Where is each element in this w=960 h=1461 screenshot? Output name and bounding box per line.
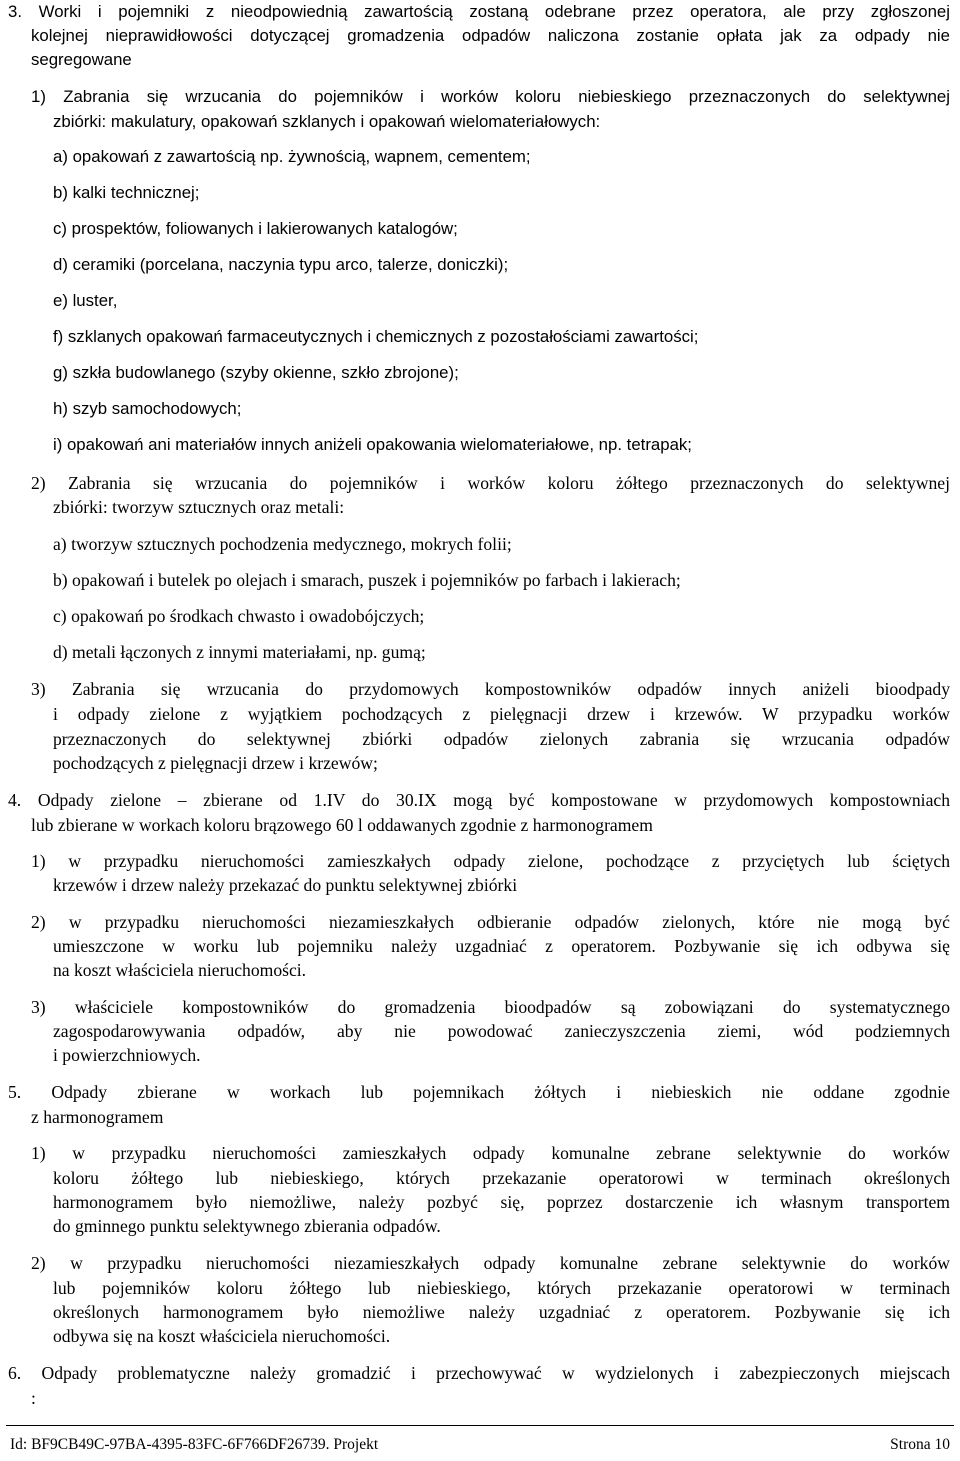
section-4-item-3-line-1: 3) właściciele kompostowników do gromadzenia bioodpadów są zobowiązani do systematycznego bbox=[31, 997, 950, 1017]
rule-2-item-c: c) opakowań po środkach chwasto i owadobójczych; bbox=[53, 606, 425, 626]
section-4-item-3-line-3: i powierzchniowych. bbox=[53, 1045, 201, 1065]
section-6-line-2: : bbox=[31, 1388, 36, 1408]
rule-2-line-1: 2) Zabrania się wrzucania do pojemników i worków koloru żółtego przeznaczonych do selektywnej bbox=[31, 473, 950, 493]
rule-1-item-a: a) opakowań z zawartością np. żywnością, wapnem, cementem; bbox=[53, 147, 531, 166]
rule-1-item-g: g) szkła budowlanego (szyby okienne, szkło zbrojone); bbox=[53, 363, 459, 382]
section-5-item-1-line-4: do gminnego punktu selektywnego zbierania odpadów. bbox=[53, 1216, 441, 1236]
section-5-item-2-line-1: 2) w przypadku nieruchomości niezamieszkałych odpady komunalne zebrane selektywnie do worków bbox=[31, 1253, 950, 1273]
section-5-item-2-line-2: lub pojemników koloru żółtego lub niebieskiego, których przekazanie operatorowi w terminach bbox=[53, 1278, 950, 1298]
document-id: Id: BF9CB49C-97BA-4395-83FC-6F766DF26739. Projekt bbox=[10, 1436, 379, 1453]
section-5-line-1: 5. Odpady zbierane w workach lub pojemnikach żółtych i niebieskich nie oddane zgodnie bbox=[8, 1082, 950, 1102]
rule-1-item-c: c) prospektów, foliowanych i lakierowanych katalogów; bbox=[53, 219, 458, 238]
rule-3-line-1: 3) Zabrania się wrzucania do przydomowych kompostowników odpadów innych aniżeli bioodpady bbox=[31, 679, 950, 699]
section-5-item-1-line-1: 1) w przypadku nieruchomości zamieszkałych odpady komunalne zebrane selektywnie do worków bbox=[31, 1143, 950, 1163]
rule-1-item-e: e) luster, bbox=[53, 291, 118, 310]
section-4-line-2: lub zbierane w workach koloru brązowego 60 l oddawanych zgodnie z harmonogramem bbox=[31, 815, 653, 835]
section-4-item-1-line-2: krzewów i drzew należy przekazać do punktu selektywnej zbiórki bbox=[53, 875, 518, 895]
rule-3-line-4: pochodzących z pielęgnacji drzew i krzewów; bbox=[53, 753, 378, 773]
section-4-item-2-line-1: 2) w przypadku nieruchomości niezamieszkałych odbieranie odpadów zielonych, które nie mogą być bbox=[31, 912, 950, 932]
rule-2-item-a: a) tworzyw sztucznych pochodzenia medycznego, mokrych folii; bbox=[53, 534, 512, 554]
section-4-item-2-line-3: na koszt właściciela nieruchomości. bbox=[53, 960, 307, 980]
rule-2-item-b: b) opakowań i butelek po olejach i smarach, puszek i pojemników po farbach i lakierach; bbox=[53, 570, 681, 590]
page-number: Strona 10 bbox=[890, 1436, 950, 1453]
section-3-line-1: 3. Worki i pojemniki z nieodpowiednią zawartością zostaną odebrane przez operatora, ale przy zgłoszonej bbox=[8, 2, 950, 21]
section-4-item-1-line-1: 1) w przypadku nieruchomości zamieszkałych odpady zielone, pochodzące z przyciętych lub ściętych bbox=[31, 851, 950, 871]
rule-1-item-f: f) szklanych opakowań farmaceutycznych i chemicznych z pozostałościami zawartości; bbox=[53, 327, 699, 346]
rule-1-line-2: zbiórki: makulatury, opakowań szklanych i opakowań wielomateriałowych: bbox=[53, 112, 601, 131]
rule-1-item-d: d) ceramiki (porcelana, naczynia typu arco, talerze, doniczki); bbox=[53, 255, 509, 274]
section-6-line-1: 6. Odpady problematyczne należy gromadzić i przechowywać w wydzielonych i zabezpieczonych miejscach bbox=[8, 1363, 950, 1383]
section-4-line-1: 4. Odpady zielone – zbierane od 1.IV do 30.IX mogą być kompostowane w przydomowych kompostowniach bbox=[8, 790, 950, 810]
section-5-item-2-line-4: odbywa się na koszt właściciela nieruchomości. bbox=[53, 1326, 391, 1346]
rule-2-item-d: d) metali łączonych z innymi materiałami, np. gumą; bbox=[53, 642, 426, 662]
rule-1-line-1: 1) Zabrania się wrzucania do pojemników i worków koloru niebieskiego przeznaczonych do selektywnej bbox=[31, 87, 950, 106]
page-footer bbox=[6, 1425, 954, 1454]
rule-3-line-3: przeznaczonych do selektywnej zbiórki odpadów zielonych zabrania się wrzucania odpadów bbox=[53, 729, 950, 749]
section-3-line-2: kolejnej nieprawidłowości dotyczącej gromadzenia odpadów naliczona zostanie opłata jak za odpady nie bbox=[31, 26, 950, 45]
rule-1-item-h: h) szyb samochodowych; bbox=[53, 399, 242, 418]
section-5-item-1-line-3: harmonogramem było niemożliwe, należy pozbyć się, poprzez dostarczenie ich własnym transportem bbox=[53, 1192, 950, 1212]
rule-2-line-2: zbiórki: tworzyw sztucznych oraz metali: bbox=[53, 497, 345, 517]
section-5-line-2: z harmonogramem bbox=[31, 1107, 164, 1127]
section-3-line-3: segregowane bbox=[31, 50, 132, 69]
rule-3-line-2: i odpady zielone z wyjątkiem pochodzących z pielęgnacji drzew i krzewów. W przypadku worków bbox=[53, 704, 950, 724]
section-5-item-2-line-3: określonych harmonogramem było niemożliwe należy uzgadniać z operatorem. Pozbywanie się ich bbox=[53, 1302, 950, 1322]
rule-1-item-b: b) kalki technicznej; bbox=[53, 183, 200, 202]
section-4-item-2-line-2: umieszczone w worku lub pojemniku należy uzgadniać z operatorem. Pozbywanie się ich odbywa się bbox=[53, 936, 950, 956]
section-4-item-3-line-2: zagospodarowywania odpadów, aby nie powodować zanieczyszczenia ziemi, wód podziemnych bbox=[53, 1021, 950, 1041]
rule-1-item-i: i) opakowań ani materiałów innych aniżeli opakowania wielomateriałowe, np. tetrapak; bbox=[53, 435, 692, 454]
section-5-item-1-line-2: koloru żółtego lub niebieskiego, których przekazanie operatorowi w terminach określonych bbox=[53, 1168, 950, 1188]
